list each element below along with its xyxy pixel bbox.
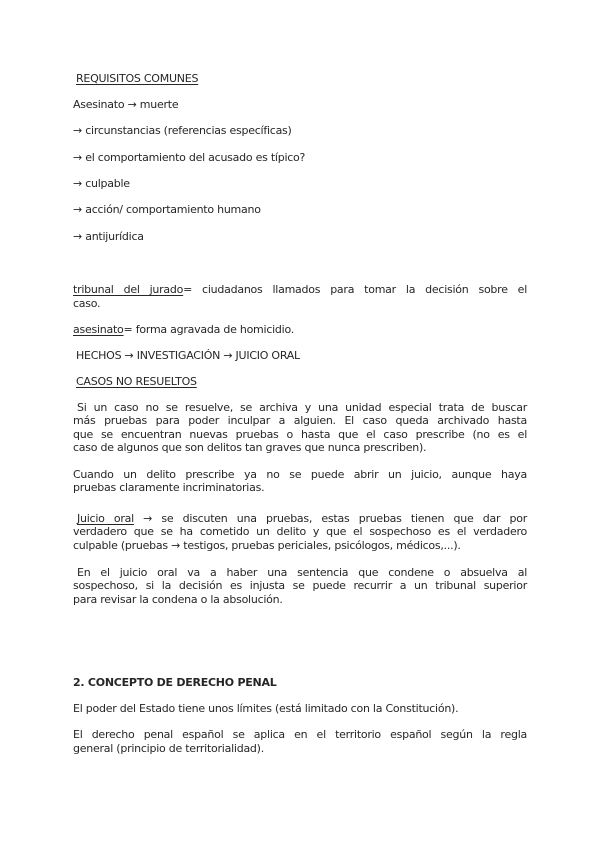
juicio-line-3: culpable (pruebas → testigos, pruebas periciales, psicólogos, médicos,...). bbox=[73, 539, 461, 552]
p4-line-1: En el juicio oral va a haber una sentencia que condene o absuelva al bbox=[77, 566, 527, 579]
requisito-line-1: Asesinato → muerte bbox=[73, 98, 179, 111]
p2-line-2: pruebas claramente incriminatorias. bbox=[73, 481, 265, 494]
p1-line-2: más pruebas para poder inculpar a alguien. El caso queda archivado hasta bbox=[73, 414, 527, 427]
p5: El poder del Estado tiene unos límites (está limitado con la Constitución). bbox=[73, 702, 459, 715]
section-2-heading: 2. CONCEPTO DE DERECHO PENAL bbox=[73, 676, 277, 689]
juicio-term: Juicio oral bbox=[77, 512, 134, 525]
juicio-line-1-rest: → se discuten una pruebas, estas pruebas tienen que dar por bbox=[133, 512, 527, 525]
requisito-line-4: → culpable bbox=[73, 177, 130, 190]
p2-line-1: Cuando un delito prescribe ya no se puede abrir un juicio, aunque haya bbox=[73, 468, 527, 481]
asesinato-term: asesinato bbox=[73, 323, 124, 336]
juicio-line-1 bbox=[77, 512, 527, 526]
casos-heading: CASOS NO RESUELTOS bbox=[76, 375, 197, 388]
tribunal-term: tribunal del jurado bbox=[73, 283, 184, 296]
p1-line-1: Si un caso no se resuelve, se archiva y una unidad especial trata de buscar bbox=[77, 401, 527, 414]
requisitos-heading: REQUISITOS COMUNES bbox=[76, 72, 199, 85]
tribunal-definition-line-1 bbox=[73, 283, 527, 297]
p6-line-1: El derecho penal español se aplica en el territorio español según la regla bbox=[73, 728, 527, 741]
requisito-line-3: → el comportamiento del acusado es típico? bbox=[73, 151, 306, 164]
process-line: HECHOS → INVESTIGACIÓN → JUICIO ORAL bbox=[76, 349, 300, 362]
juicio-line-2: verdadero que se ha cometido un delito y que el sospechoso es el verdadero bbox=[73, 525, 527, 538]
p1-line-4: caso de algunos que son delitos tan graves que nunca prescriben). bbox=[73, 441, 427, 454]
p6-line-2: general (principio de territorialidad). bbox=[73, 742, 264, 755]
p4-line-3: para revisar la condena o la absolución. bbox=[73, 593, 283, 606]
requisito-line-5: → acción/ comportamiento humano bbox=[73, 203, 261, 216]
requisito-line-2: → circunstancias (referencias específicas) bbox=[73, 124, 292, 137]
p4-line-2: sospechoso, si la decisión es injusta se puede recurrir a un tribunal superior bbox=[73, 579, 527, 592]
asesinato-definition bbox=[73, 323, 527, 337]
asesinato-def-text: = forma agravada de homicidio. bbox=[123, 323, 294, 336]
requisito-line-6: → antijurídica bbox=[73, 230, 144, 243]
tribunal-def-text: = ciudadanos llamados para tomar la decisión sobre el bbox=[183, 283, 528, 296]
p1-line-3: que se encuentran nuevas pruebas o hasta que el caso prescribe (no es el bbox=[73, 428, 527, 441]
tribunal-definition-line-2: caso. bbox=[73, 297, 101, 310]
